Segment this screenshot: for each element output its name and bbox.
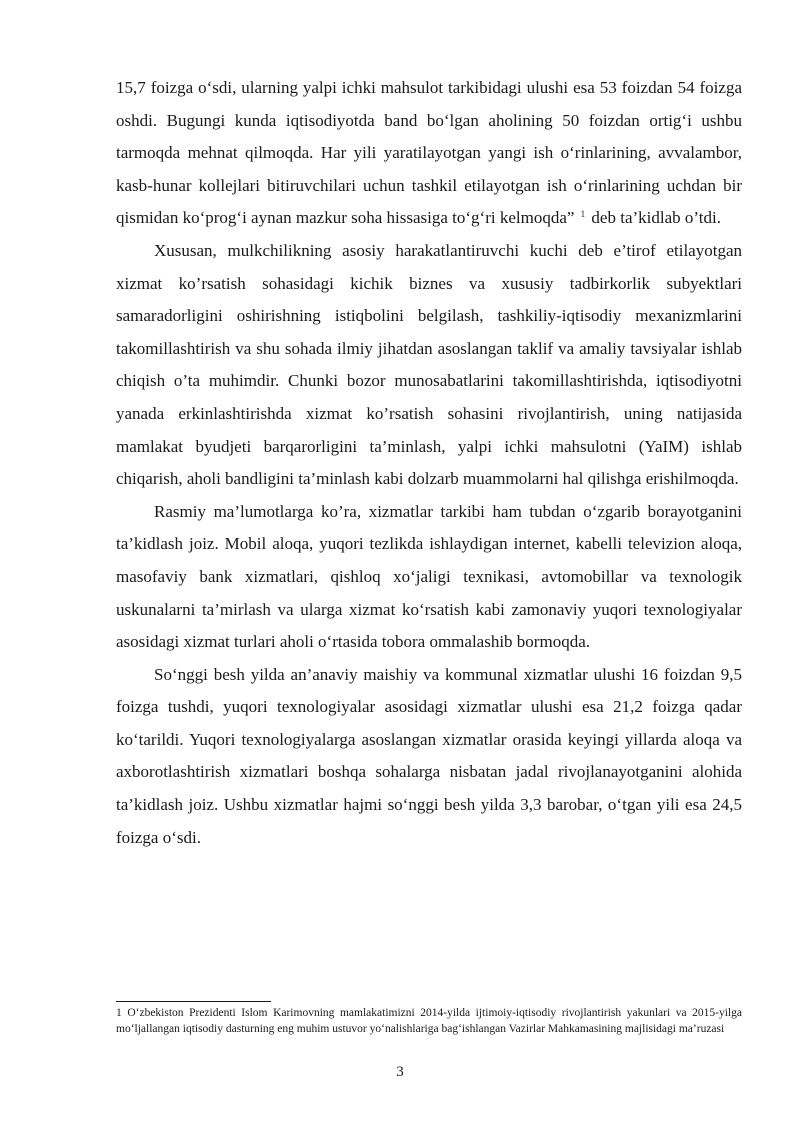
footnote: 1 O‘zbekiston Prezidenti Islom Karimovning mamlakatimizni 2014-yilda ijtimoiy-iqtisodiy rivojlantirish yakunlari va 2015-yilga mo‘ljallangan iqtisodiy dasturning eng muhim ustuvor yo‘nalishlariga bag‘ishlangan Vazirlar Mahkamasining majlisidagi ma’ruzasi	[116, 1007, 742, 1035]
footnote-reference[interactable]: 1	[580, 209, 586, 220]
paragraph-1-text-end: deb ta’kidlab o’tdi.	[587, 208, 721, 228]
footnote-separator	[116, 1001, 271, 1002]
page-number: 3	[396, 1064, 404, 1080]
paragraph-1	[116, 72, 742, 235]
paragraph-2: Xususan, mulkchilikning asosiy harakatlantiruvchi kuchi deb e’tirof etilayotgan xizmat ko’rsatish sohasidagi kichik biznes va xususiy tadbirkorlik subyektlari samaradorligini oshirishning istiqbolini belgilash, tashkiliy-iqtisodiy mexanizmlarini takomillashtirish va shu sohada ilmiy jihatdan asoslangan taklif va amaliy tavsiyalar ishlab chiqish o’ta muhimdir. Chunki bozor munosabatlarini takomillashtirishda, iqtisodiyotni yanada erkinlashtirishda xizmat ko’rsatish sohasini rivojlantirish, uning natijasida mamlakat byudjeti barqarorligini ta’minlash, yalpi ichki mahsulotni (YaIM) ishlab chiqarish, aholi bandligini ta’minlash kabi dolzarb muammolarni hal qilishga erishilmoqda.	[116, 240, 742, 489]
body-text	[116, 72, 742, 854]
paragraph-3: Rasmiy ma’lumotlarga ko’ra, xizmatlar tarkibi ham tubdan o‘zgarib borayotganini ta’kidlash joiz. Mobil aloqa, yuqori tezlikda ishlaydigan internet, kabelli televizion aloqa, masofaviy bank xizmatlari, qishloq xo‘jaligi texnikasi, avtomobillar va texnologik uskunalarni ta’mirlash va ularga xizmat ko‘rsatish kabi zamonaviy yuqori texnologiyalar asosidagi xizmat turlari aholi o‘rtasida tobora ommalashib bormoqda.	[116, 501, 742, 652]
paragraph-1-text: 15,7 foizga o‘sdi, ularning yalpi ichki mahsulot tarkibidagi ulushi esa 53 foizdan 54 foizga oshdi. Bugungi kunda iqtisodiyotda band bo‘lgan aholining 50 foizdan ortig‘i ushbu tarmoqda mehnat qilmoqda. Har yili yaratilayotgan yangi ish o‘rinlarining, avvalambor, kasb-hunar kollejlari bitiruvchilari uchun tashkil etilayotgan ish o‘rinlarining uchdan bir qismidan ko‘prog‘i aynan mazkur soha hissasiga to‘g‘ri kelmoqda”	[116, 78, 742, 228]
paragraph-4: So‘nggi besh yilda an’anaviy maishiy va kommunal xizmatlar ulushi 16 foizdan 9,5 foizga tushdi, yuqori texnologiyalar asosidagi xizmatlar ulushi esa 21,2 foizga qadar ko‘tarildi. Yuqori texnologiyalarga asoslangan xizmatlar orasida keyingi yillarda aloqa va axborotlashtirish xizmatlari boshqa sohalarga nisbatan jadal rivojlanayotganini alohida ta’kidlash joiz. Ushbu xizmatlar hajmi so‘nggi besh yilda 3,3 barobar, o‘tgan yili esa 24,5 foizga o‘sdi.	[116, 664, 742, 847]
